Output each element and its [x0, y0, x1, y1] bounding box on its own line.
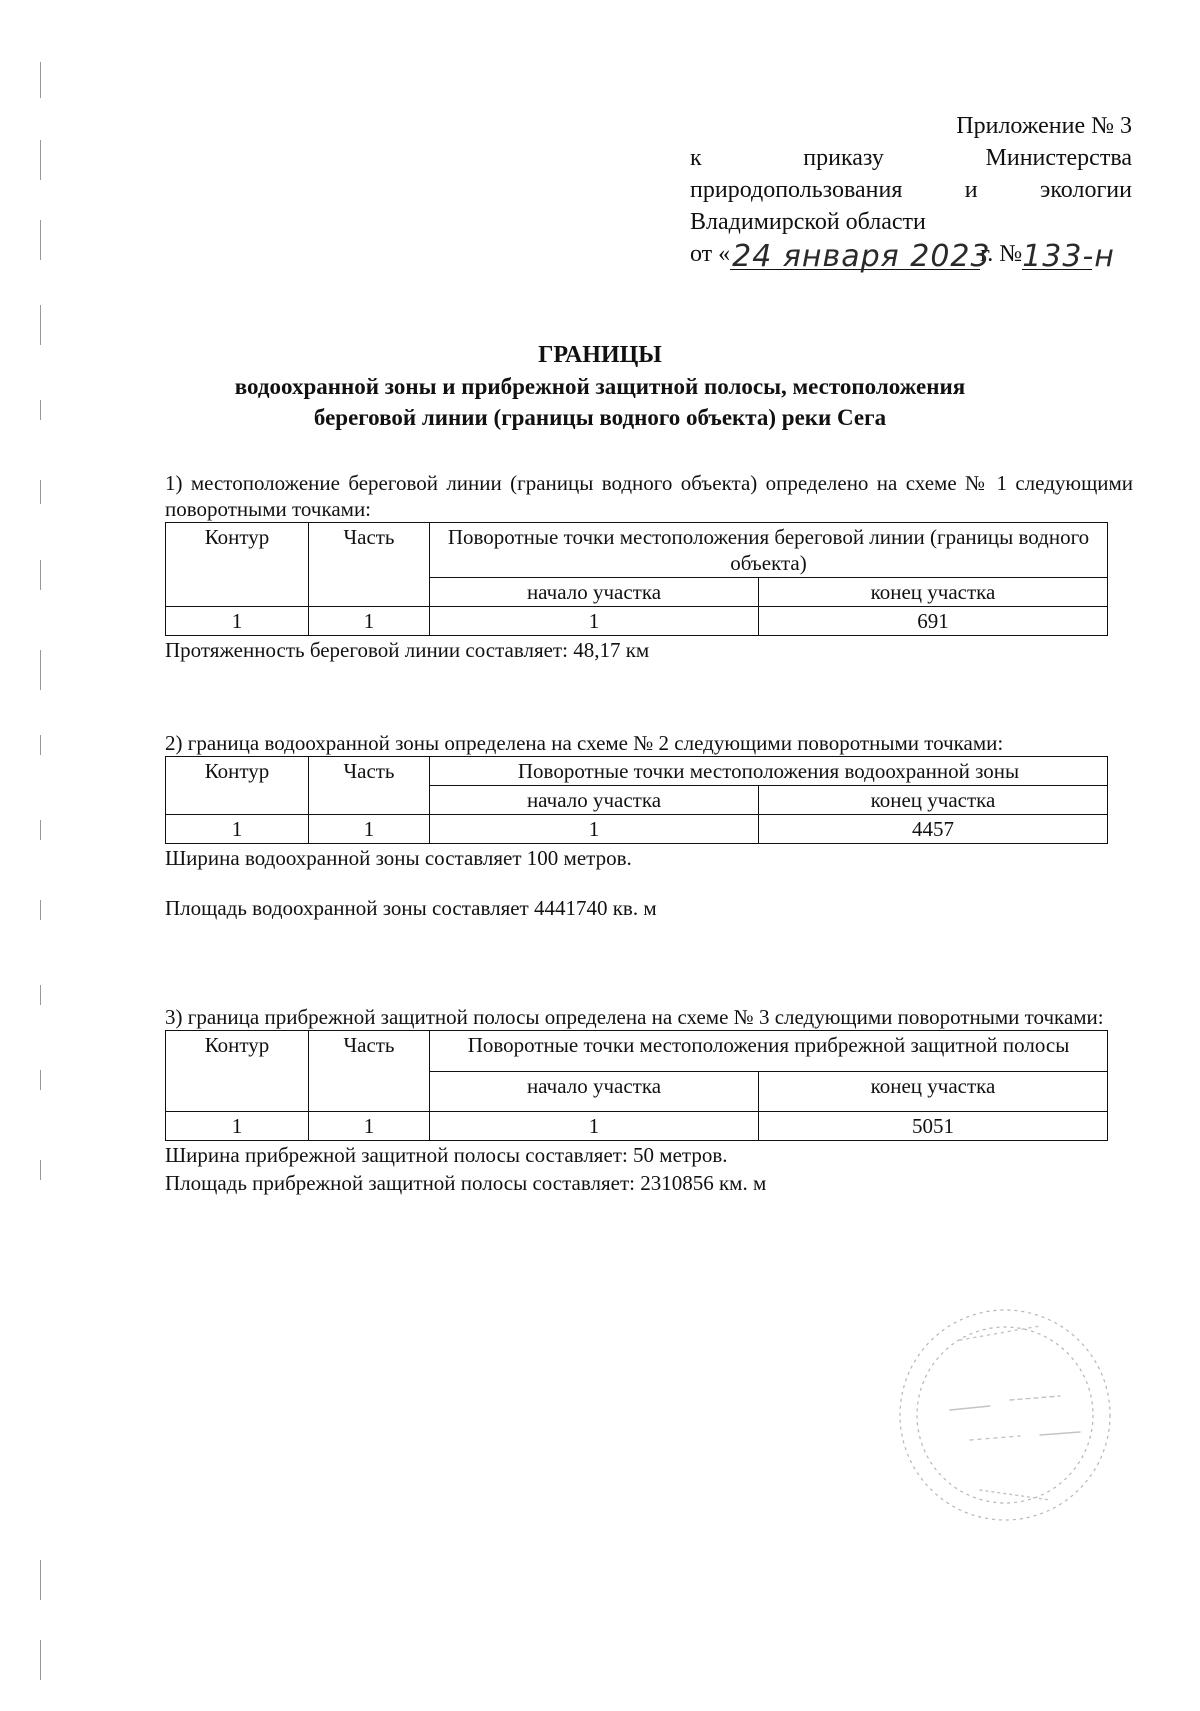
points-table: [165, 756, 1108, 844]
header-points: Поворотные точки местоположения береговой линии (границы водного объекта): [430, 523, 1108, 578]
date-prefix: от «: [690, 241, 731, 267]
section-intro: 2) граница водоохранной зоны определена на схеме № 2 следующими поворотными точками:: [165, 731, 1004, 755]
section-intro: 1) местоположение береговой линии (границы водного объекта) определено на схеме № 1 следующими поворотными точками:: [165, 471, 1133, 521]
header-end: конец участка: [759, 786, 1108, 815]
header-start: начало участка: [430, 1071, 759, 1112]
title-line: береговой линии (границы водного объекта) реки Сега: [313, 405, 887, 430]
appendix-word: приказу: [803, 145, 884, 171]
scan-edge-mark: [40, 1070, 41, 1090]
appendix-word: природопользования: [690, 177, 903, 203]
scan-edge-mark: [40, 1560, 41, 1600]
cell-start: 1: [430, 815, 759, 844]
shoreline-length: Протяженность береговой линии составляет: 48,17 км: [165, 638, 650, 662]
scan-edge-mark: [40, 560, 41, 590]
cell-part: 1: [309, 1112, 430, 1141]
zone-width: Ширина водоохранной зоны составляет 100 метров.: [165, 846, 632, 870]
handwritten-date: 24 января 2023: [732, 239, 991, 274]
cell-start: 1: [430, 1112, 759, 1141]
section-water-protection-zone: [165, 730, 1133, 922]
scan-edge-mark: [40, 62, 41, 98]
scan-edge-mark: [40, 480, 41, 504]
zone-area: Площадь водоохранной зоны составляет 4441740 кв. м: [165, 896, 657, 920]
section-shoreline: [165, 470, 1133, 664]
scan-edge-mark: [40, 820, 41, 840]
scan-edge-mark: [40, 140, 41, 180]
title-line: водоохранной зоны и прибрежной защитной полосы, местоположения: [234, 374, 966, 399]
appendix-date-line: [690, 238, 1132, 274]
table-row: [166, 607, 1108, 636]
document-title: [0, 340, 1200, 433]
cell-start: 1: [430, 607, 759, 636]
appendix-number: Приложение № 3: [956, 113, 1132, 139]
header-part: Часть: [309, 1031, 430, 1112]
table-row: [166, 1112, 1108, 1141]
header-end: конец участка: [759, 578, 1108, 607]
appendix-line-ministry: [690, 174, 1132, 206]
scan-edge-mark: [40, 1160, 41, 1180]
cell-contour: 1: [166, 1112, 309, 1141]
year-suffix: г. №: [980, 241, 1023, 267]
strip-width: Ширина прибрежной защитной полосы составляет: 50 метров.: [165, 1143, 728, 1167]
appendix-word: Министерства: [985, 145, 1132, 171]
date-blank: [730, 239, 991, 274]
header-points: Поворотные точки местоположения прибрежной защитной полосы: [430, 1031, 1108, 1072]
appendix-word: и: [964, 177, 978, 203]
cell-part: 1: [309, 815, 430, 844]
scan-edge-mark: [40, 735, 41, 755]
header-start: начало участка: [430, 578, 759, 607]
scan-edge-mark: [40, 985, 41, 1005]
table-row: [166, 815, 1108, 844]
scan-edge-mark: [40, 900, 41, 920]
number-blank: [1022, 239, 1115, 274]
header-part: Часть: [309, 523, 430, 607]
header-contour: Контур: [166, 757, 309, 815]
appendix-line-order: [690, 142, 1132, 174]
appendix-region: Владимирской области: [690, 209, 926, 235]
appendix-word: к: [690, 145, 702, 171]
header-contour: Контур: [166, 1031, 309, 1112]
cell-end: 691: [759, 607, 1108, 636]
handwritten-number: 133-н: [1022, 239, 1115, 274]
cell-end: 5051: [759, 1112, 1108, 1141]
scan-edge-mark: [40, 220, 41, 260]
points-table: [165, 1030, 1108, 1141]
strip-area: Площадь прибрежной защитной полосы составляет: 2310856 км. м: [165, 1171, 767, 1195]
cell-end: 4457: [759, 815, 1108, 844]
scan-edge-mark: [40, 305, 41, 345]
header-part: Часть: [309, 757, 430, 815]
section-intro: 3) граница прибрежной защитной полосы определена на схеме № 3 следующими поворотными точками:: [165, 1005, 1104, 1029]
appendix-reference: [690, 110, 1132, 274]
appendix-word: экологии: [1040, 177, 1132, 203]
header-end: конец участка: [759, 1071, 1108, 1112]
header-start: начало участка: [430, 786, 759, 815]
official-stamp-icon: [890, 1300, 1120, 1530]
points-table: [165, 522, 1108, 636]
header-points: Поворотные точки местоположения водоохранной зоны: [430, 757, 1108, 786]
header-contour: Контур: [166, 523, 309, 607]
cell-contour: 1: [166, 607, 309, 636]
title-main: ГРАНИЦЫ: [538, 342, 662, 368]
scan-edge-mark: [40, 1640, 41, 1680]
section-coastal-strip: [165, 1004, 1133, 1197]
scan-edge-mark: [40, 650, 41, 690]
cell-contour: 1: [166, 815, 309, 844]
cell-part: 1: [309, 607, 430, 636]
